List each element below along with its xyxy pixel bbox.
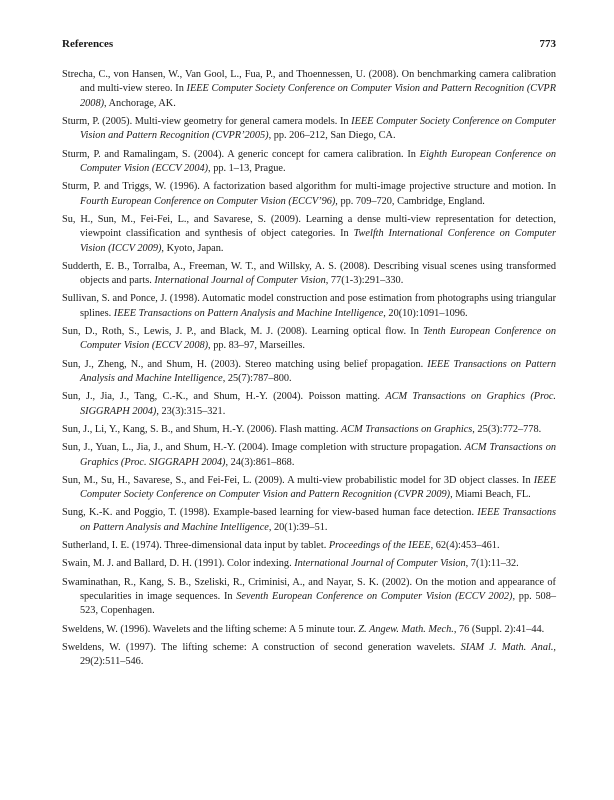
- reference-entry: [62, 260, 556, 289]
- reference-entry: [62, 390, 556, 419]
- reference-text: Su, H., Sun, M., Fei-Fei, L., and Savarese, S. (2009). Learning a dense multi-view representation for detection, viewpoint classification and synthesis of object categories. In: [62, 213, 556, 240]
- reference-text: Sudderth, E. B., Torralba, A., Freeman, W. T., and Willsky, A. S. (2008). Describing visual scenes using transformed objects and parts.: [62, 260, 556, 287]
- reference-venue: Eighth European Conference on Computer Vision (ECCV 2004): [80, 148, 556, 174]
- reference-venue: IEEE Transactions on Pattern Analysis and Machine Intelligence: [80, 358, 556, 385]
- reference-venue: Z. Angew. Math. Mech.: [358, 623, 454, 635]
- reference-details: , pp. 709–720, Cambridge, England.: [335, 195, 485, 207]
- reference-text: Swain, M. J. and Ballard, D. H. (1991). Color indexing.: [62, 558, 295, 570]
- reference-venue: ACM Transactions on Graphics: [340, 423, 473, 435]
- reference-details: , pp. 1–13, Prague.: [208, 162, 286, 174]
- reference-details: , 29(2):511–546.: [80, 641, 556, 668]
- page-number: 773: [539, 38, 556, 50]
- reference-entry: [62, 292, 556, 321]
- reference-venue: ACM Transactions on Graphics (Proc. SIGGRAPH 2004): [80, 442, 556, 468]
- reference-details: , 23(3):315–321.: [156, 405, 226, 417]
- reference-venue: IEEE Computer Society Conference on Computer Vision and Pattern Recognition (CVPR 2009): [80, 474, 556, 501]
- reference-text: Sun, J., Li, Y., Kang, S. B., and Shum, H.-Y. (2006). Flash matting.: [62, 423, 341, 435]
- reference-venue: IEEE Transactions on Pattern Analysis and Machine Intelligence: [80, 507, 556, 533]
- section-title: References: [62, 38, 114, 50]
- reference-text: Sturm, P. and Ramalingam, S. (2004). A generic concept for camera calibration. In: [62, 148, 420, 160]
- reference-venue: International Journal of Computer Vision: [294, 558, 466, 570]
- reference-details: , Miami Beach, FL.: [450, 489, 531, 501]
- reference-text: Sweldens, W. (1996). Wavelets and the lifting scheme: A 5 minute tour.: [62, 623, 359, 635]
- reference-text: Sun, J., Jia, J., Tang, C.-K., and Shum, H.-Y. (2004). Poisson matting.: [62, 391, 386, 403]
- reference-details: , Anchorage, AK.: [104, 97, 176, 109]
- reference-venue: IEEE Computer Society Conference on Computer Vision and Pattern Recognition (CVPR 2008): [80, 83, 556, 109]
- reference-details: , 62(4):453–461.: [430, 540, 500, 552]
- reference-entry: [62, 576, 556, 619]
- reference-entry: [62, 325, 556, 354]
- reference-details: , 76 (Suppl. 2):41–44.: [453, 623, 545, 635]
- reference-entry: [62, 506, 556, 535]
- reference-entry: [62, 474, 556, 503]
- reference-text: Sturm, P. and Triggs, W. (1996). A factorization based algorithm for multi-image projective structure and motion. In: [62, 181, 556, 193]
- reference-details: , 20(10):1091–1096.: [383, 307, 468, 319]
- reference-venue: Proceedings of the IEEE: [328, 540, 431, 552]
- reference-details: , pp. 206–212, San Diego, CA.: [268, 130, 396, 142]
- reference-entry: [62, 623, 556, 637]
- reference-entry: [62, 557, 556, 571]
- reference-entry: [62, 180, 556, 209]
- reference-venue: Twelfth International Conference on Computer Vision (ICCV 2009): [80, 228, 556, 254]
- reference-text: Sung, K.-K. and Poggio, T. (1998). Example-based learning for view-based human face detection.: [62, 507, 478, 519]
- reference-details: , 25(7):787–800.: [222, 373, 292, 385]
- reference-entry: [62, 641, 556, 670]
- reference-text: Sun, J., Yuan, L., Jia, J., and Shum, H.-Y. (2004). Image completion with structure propagation.: [62, 442, 465, 454]
- reference-venue: Fourth European Conference on Computer Vision (ECCV’96): [80, 195, 336, 207]
- reference-entry: [62, 115, 556, 144]
- reference-list: [62, 68, 556, 674]
- reference-entry: [62, 423, 556, 437]
- reference-details: , pp. 83–97, Marseilles.: [208, 340, 305, 352]
- reference-text: Sun, D., Roth, S., Lewis, J. P., and Black, M. J. (2008). Learning optical flow. In: [62, 326, 424, 338]
- reference-details: , pp. 508–523, Copenhagen.: [80, 591, 557, 617]
- reference-text: Sullivan, S. and Ponce, J. (1998). Automatic model construction and pose estimation from photographs using triangular splines.: [62, 293, 556, 319]
- reference-venue: IEEE Computer Society Conference on Computer Vision and Pattern Recognition (CVPR’2005): [80, 115, 556, 142]
- reference-entry: [62, 148, 556, 177]
- reference-entry: [62, 358, 556, 387]
- reference-entry: [62, 441, 556, 470]
- reference-venue: SIAM J. Math. Anal.: [460, 641, 554, 653]
- reference-text: Sutherland, I. E. (1974). Three-dimensional data input by tablet.: [62, 540, 329, 552]
- reference-text: Sun, M., Su, H., Savarese, S., and Fei-Fei, L. (2009). A multi-view probabilistic model for 3D object classes. In: [62, 474, 534, 486]
- reference-venue: ACM Transactions on Graphics (Proc. SIGGRAPH 2004): [80, 391, 556, 417]
- reference-text: Sturm, P. (2005). Multi-view geometry for general camera models. In: [62, 115, 352, 127]
- reference-venue: IEEE Transactions on Pattern Analysis and Machine Intelligence: [113, 307, 384, 319]
- reference-details: , 25(3):772–778.: [472, 423, 542, 435]
- reference-text: Sweldens, W. (1997). The lifting scheme: A construction of second generation wavelets.: [62, 641, 461, 653]
- reference-text: Swaminathan, R., Kang, S. B., Szeliski, R., Criminisi, A., and Nayar, S. K. (2002). On the motion and appearance of specularities in image sequences. In: [62, 576, 556, 602]
- reference-entry: [62, 68, 556, 111]
- reference-entry: [62, 213, 556, 256]
- reference-entry: [62, 539, 556, 553]
- reference-text: Sun, J., Zheng, N., and Shum, H. (2003). Stereo matching using belief propagation.: [62, 358, 428, 370]
- reference-details: , Kyoto, Japan.: [161, 242, 224, 254]
- reference-venue: International Journal of Computer Vision: [154, 275, 326, 287]
- reference-venue: Seventh European Conference on Computer Vision (ECCV 2002): [236, 591, 513, 602]
- reference-text: Strecha, C., von Hansen, W., Van Gool, L., Fua, P., and Thoennessen, U. (2008). On benchmarking camera calibration and multi-view stereo. In: [62, 69, 556, 95]
- reference-venue: Tenth European Conference on Computer Vision (ECCV 2008): [80, 326, 556, 352]
- reference-details: , 24(3):861–868.: [225, 456, 295, 468]
- reference-details: , 20(1):39–51.: [268, 521, 328, 533]
- reference-details: , 7(1):11–32.: [465, 558, 519, 570]
- reference-details: , 77(1-3):291–330.: [325, 275, 404, 287]
